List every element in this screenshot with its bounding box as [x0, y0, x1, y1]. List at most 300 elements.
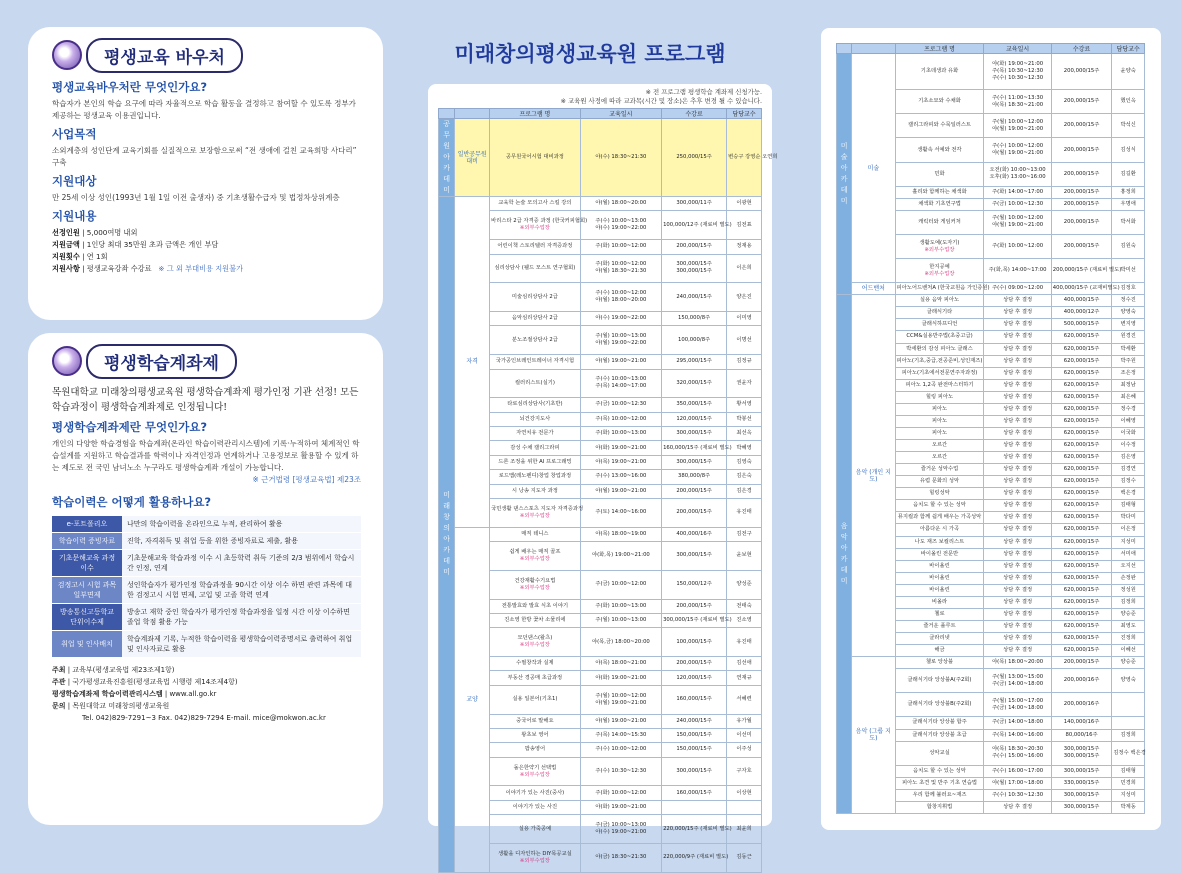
- schedule: 주(화) 10:00~12:00: [580, 786, 661, 800]
- instructor: 김태형: [1112, 500, 1145, 512]
- header-cell: 담당교수: [727, 109, 762, 119]
- account-question: 평생학습계좌제란 무엇인가요?: [52, 420, 208, 434]
- program-name: 생활을 디자인하는 DIY목공교실 ※외부수업장: [490, 843, 581, 872]
- schedule: 상담 후 결정: [984, 379, 1051, 391]
- schedule: 상담 후 결정: [984, 403, 1051, 415]
- header-cell: 교육일시: [580, 109, 661, 119]
- table-row: [439, 527, 762, 541]
- program-name: 실용 일본어(기초1): [490, 685, 581, 714]
- program-name: 힐링성악: [895, 488, 984, 500]
- program-name: 감성 수채 캘리그라피: [490, 441, 581, 455]
- instructor: 구자호: [727, 757, 762, 786]
- usage-table: [52, 516, 361, 658]
- fee: 620,000/15주: [1051, 536, 1112, 548]
- program-name: 즐거운 플루트: [895, 620, 984, 632]
- program-name: CCM&실용반주법(초중고급): [895, 331, 984, 343]
- schedule: 주(수) 10:30~12:30: [580, 757, 661, 786]
- schedule: 상담 후 결정: [984, 440, 1051, 452]
- instructor: 홍정희: [1112, 186, 1145, 198]
- fee: 380,000/8주: [662, 470, 727, 484]
- instructor: 진정희: [1112, 633, 1145, 645]
- schedule: 상담 후 결정: [984, 584, 1051, 596]
- fee: 200,000/15주: [1051, 198, 1112, 210]
- instructor: 변승구 강영순 오연희: [727, 119, 762, 197]
- instructor: 김정호: [1112, 283, 1145, 295]
- instructor: 이혜선: [1112, 645, 1145, 657]
- program-name: 우리 함께 불러요~재즈: [895, 789, 984, 801]
- program-name: 돌은한약기 선택법 ※외부수업장: [490, 757, 581, 786]
- fee: 620,000/15주: [1051, 331, 1112, 343]
- program-table-right: [821, 28, 1161, 830]
- schedule: 상담 후 결정: [984, 560, 1051, 572]
- fee: 320,000/15주: [662, 369, 727, 398]
- fee: 300,000/15주: [1051, 789, 1112, 801]
- fee: 620,000/15주: [1051, 500, 1112, 512]
- fee: 220,000/9주 (재료비 별도): [662, 843, 727, 872]
- instructor: 연재규: [727, 671, 762, 685]
- fee: 300,000/15주: [662, 542, 727, 571]
- program-name: 드론 조정을 위한 AI 프로그래밍: [490, 455, 581, 469]
- program-name: 클래식기타 앙상블 초급: [895, 729, 984, 741]
- fee: 300,000/15주: [662, 427, 727, 441]
- schedule: 주(월) 10:00~13:00: [580, 613, 661, 627]
- account-basis: ※ 근거법령 [평생교육법] 제23조: [252, 475, 361, 484]
- fee: 300,000/11주: [662, 197, 727, 211]
- fee: 620,000/15주: [1051, 608, 1112, 620]
- header-cell: 프로그램 명: [490, 109, 581, 119]
- instructor: 김원숙: [1112, 234, 1145, 258]
- fee: 620,000/15주: [1051, 548, 1112, 560]
- fee: 620,000/15주: [1051, 379, 1112, 391]
- program-name: 기초소묘와 수채화: [895, 90, 984, 114]
- instructor: 김은영: [1112, 452, 1145, 464]
- instructor: 유가월: [727, 714, 762, 728]
- fee: 200,000/15주: [1051, 54, 1112, 90]
- program-name: 피아노 1,2곡 완전마스터하기: [895, 379, 984, 391]
- program-name: 어린이책 스토리텔러 자격증과정: [490, 240, 581, 254]
- schedule: 상담 후 결정: [984, 427, 1051, 439]
- support-item: 선정인원 | 5,000여명 내외: [52, 228, 138, 237]
- program-name: 클래식기타 앙상블 합주: [895, 717, 984, 729]
- instructor: 이미영: [727, 312, 762, 326]
- fee: 620,000/15주: [1051, 476, 1112, 488]
- voucher-question: 평생교육바우처란 무엇인가요?: [52, 80, 208, 94]
- schedule: 상담 후 결정: [984, 801, 1051, 813]
- instructor: [727, 800, 762, 814]
- schedule: 상담 후 결정: [984, 512, 1051, 524]
- program-name: 바이올린: [895, 572, 984, 584]
- program-name: 국가공인브레인트레이너 자격시험: [490, 355, 581, 369]
- program-name: 첼로: [895, 608, 984, 620]
- program-name: 민화: [895, 162, 984, 186]
- voucher-panel: [28, 27, 383, 320]
- schedule: 야(화) 19:00~21:00: [580, 671, 661, 685]
- fee: 200,000/16주: [1051, 669, 1112, 693]
- instructor: 양은진: [727, 283, 762, 312]
- program-name: 흘리와 함께하는 채색화: [895, 186, 984, 198]
- schedule: 야(금) 18:30~21:30: [580, 843, 661, 872]
- schedule: 주(화) 10:00~12:00 야(월) 18:30~21:30: [580, 254, 661, 283]
- program-name: 타로심리상담사(기초반): [490, 398, 581, 412]
- program-name: 나도 재즈 보컬리스트: [895, 536, 984, 548]
- schedule: 야(수) 18:30~21:30: [580, 119, 661, 197]
- program-name: 모던댄스(왈츠) ※외부수업장: [490, 628, 581, 657]
- schedule: 주(금) 14:00~18:00: [984, 717, 1051, 729]
- program-name: 캘리그라피와 수묵일러스트: [895, 114, 984, 138]
- program-name: 성악교실: [895, 741, 984, 765]
- voucher-title: 평생교육 바우처: [86, 38, 243, 73]
- schedule: 주(금) 10:00~12:30: [984, 198, 1051, 210]
- fee: 150,000/8주: [662, 312, 727, 326]
- program-name: 이야기가 있는 사진: [490, 800, 581, 814]
- fee: 200,000/15주 (재료비 별도): [1051, 259, 1112, 283]
- instructor: 양영숙: [1112, 669, 1145, 693]
- schedule: 상담 후 결정: [984, 391, 1051, 403]
- instructor: 김성식: [1112, 138, 1145, 162]
- schedule: 야(월) 17:00~18:00: [984, 777, 1051, 789]
- fee: 160,000/15주 (재료비 별도): [662, 441, 727, 455]
- program-name: 비올라: [895, 596, 984, 608]
- instructor: 이수정: [1112, 440, 1145, 452]
- instructor: 지성미: [1112, 536, 1145, 548]
- voucher-description: 학습자가 본인의 학습 요구에 따라 자율적으로 학습 활동을 결정하고 참여할 수 있도록 정부가 제공하는 평생교육 이용권입니다.: [52, 99, 356, 120]
- program-name: 뇌건강지도사: [490, 412, 581, 426]
- instructor: 이상현: [727, 786, 762, 800]
- schedule: 야(월) 19:00~21:00: [580, 484, 661, 498]
- program-name: 바이올린 전문반: [895, 548, 984, 560]
- fee: 500,000/15주: [1051, 319, 1112, 331]
- schedule: 상담 후 결정: [984, 572, 1051, 584]
- schedule: 야(화) 19:00~21:00: [580, 800, 661, 814]
- program-name: 수필창작과 실제: [490, 657, 581, 671]
- fee: 620,000/15주: [1051, 440, 1112, 452]
- program-title: 미래창의평생교육원 프로그램: [454, 42, 726, 66]
- fee: 250,000/15주: [662, 119, 727, 197]
- content-heading: 지원내용: [52, 209, 97, 223]
- fee: 200,000/16주: [1051, 693, 1112, 717]
- support-item: 지원횟수 | 연 1회: [52, 252, 108, 261]
- fee: 100,000/12주 (재료비 별도): [662, 211, 727, 240]
- instructor: 박세환: [1112, 343, 1145, 355]
- fee: 200,000/15주: [662, 599, 727, 613]
- program-name: 한지공예 ※외부수업장: [895, 259, 984, 283]
- fee: 300,000/15주: [1051, 765, 1112, 777]
- fee: 200,000/15주: [1051, 162, 1112, 186]
- fee: 400,000/16주: [662, 527, 727, 541]
- schedule: 야(목) 18:30~20:30 주(수) 15:00~16:00: [984, 741, 1051, 765]
- fee: 400,000/15주: [1051, 295, 1112, 307]
- program-name: 자연치유 전문가: [490, 427, 581, 441]
- fee: 300,000/15주: [1051, 801, 1112, 813]
- instructor: 양승준: [1112, 608, 1145, 620]
- program-name: 생활도예(도자기) ※외부수업장: [895, 234, 984, 258]
- usage-row: 기초문해교육 과정이수 기초문해교육 학습과정 이수 시 초등학력 취득 기준의 2/3 범위에서 학습시간 인정, 연계: [52, 550, 361, 577]
- purpose-text: 소외계층의 성인단계 교육기회를 실질적으로 보장함으로써 “전 생애에 걸친 교육희망 사다리” 구축: [52, 146, 357, 167]
- instructor: 이광현: [727, 197, 762, 211]
- schedule: 주(월) 15:00~17:00 주(금) 14:00~18:00: [984, 693, 1051, 717]
- usage-row: 취업 및 인사배치 학습계좌제 기록, 누적한 학습이력을 평생학습이력증명서로 출력하여 취업 및 인사자료로 활용: [52, 631, 361, 658]
- instructor: 정수경: [1112, 403, 1145, 415]
- instructor: [1112, 693, 1145, 717]
- target-heading: 지원대상: [52, 174, 97, 188]
- schedule: 상담 후 결정: [984, 355, 1051, 367]
- group-name: 미래창의아카데미: [439, 197, 455, 873]
- instructor: [1112, 717, 1145, 729]
- instructor: 양성준: [727, 570, 762, 599]
- schedule: 주(화) 14:00~17:00: [984, 186, 1051, 198]
- program-name: 오르간: [895, 452, 984, 464]
- schedule: 주(수) 10:00~12:00 야(월) 19:00~21:00: [984, 138, 1051, 162]
- schedule: 상담 후 결정: [984, 633, 1051, 645]
- program-table: [438, 108, 778, 873]
- program-name: 심리상담사 (웰드 모스트 연구협회): [490, 254, 581, 283]
- table-row: [837, 657, 1145, 669]
- instructor: 김길환: [1112, 162, 1145, 186]
- fee: 80,000/16주: [1051, 729, 1112, 741]
- subgroup-name: 교양: [455, 527, 490, 872]
- table-row: [439, 197, 762, 211]
- fee: 300,000/15주: [662, 455, 727, 469]
- fee: 150,000/15주: [662, 743, 727, 757]
- program-name: 음악심리상담사 2급: [490, 312, 581, 326]
- fee: 620,000/15주: [1051, 645, 1112, 657]
- fee: 620,000/15주: [1051, 391, 1112, 403]
- schedule: 주(월) 13:00~15:00 주(금) 14:00~18:00: [984, 669, 1051, 693]
- fee: [662, 800, 727, 814]
- voucher-header: [52, 39, 361, 71]
- header-cell: 수강료: [662, 109, 727, 119]
- fee: 100,000/8주: [662, 326, 727, 355]
- program-name: 시 낭송 지도자 과정: [490, 484, 581, 498]
- instructor: 황서영: [727, 398, 762, 412]
- fee: 200,000/15주: [1051, 210, 1112, 234]
- program-name: 피아노(기초에서전문연주자과정): [895, 367, 984, 379]
- fee: 150,000/15주: [662, 728, 727, 742]
- schedule: 야(화) 19:00~21:00 주(목) 10:30~12:30 주(수) 10:30~12:30: [984, 54, 1051, 90]
- fee: 620,000/15주: [1051, 343, 1112, 355]
- contact-info: Tel. 042)829-7291~3 Fax. 042)829-7294 E-mail. mice@mokwon.ac.kr: [82, 714, 326, 722]
- fee: 240,000/15주: [662, 714, 727, 728]
- program-name: 컬러리스트(실기): [490, 369, 581, 398]
- schedule: 야(월) 19:00~21:00: [580, 355, 661, 369]
- program-name: 피아노: [895, 403, 984, 415]
- usage-row: 학습이력 증빙자료 진학, 자격취득 및 취업 등을 위한 증빙자료로 제출, 활용: [52, 533, 361, 550]
- schedule: 상담 후 결정: [984, 367, 1051, 379]
- fee: 620,000/15주: [1051, 633, 1112, 645]
- schedule: 주(수) 10:00~12:00 야(월) 18:00~20:00: [580, 283, 661, 312]
- instructor: 김전구: [727, 527, 762, 541]
- program-name: 피아노 초견 및 반주 기초 연습법: [895, 777, 984, 789]
- fee: 330,000/15주: [1051, 777, 1112, 789]
- program-name: 이야기가 있는 사진(중사): [490, 786, 581, 800]
- instructor: 김선애: [727, 657, 762, 671]
- table-row: [439, 119, 762, 197]
- instructor: 정수진: [1112, 295, 1145, 307]
- schedule: 주(화) 10:00~13:00: [580, 599, 661, 613]
- instructor: 민경희: [1112, 777, 1145, 789]
- instructor: 최선옥: [727, 427, 762, 441]
- instructor: 했인옥: [1112, 90, 1145, 114]
- fee: 620,000/15주: [1051, 512, 1112, 524]
- target-text: 만 25세 이상 성인(1993년 1월 1일 이전 출생자) 중 기초생활수급자 및 법정차상위계층: [52, 193, 340, 202]
- fee: 150,000/12주: [662, 570, 727, 599]
- schedule: 주(목) 14:00~16:00: [984, 729, 1051, 741]
- instructor: 오지선: [1112, 560, 1145, 572]
- fee: 200,000/15주: [662, 657, 727, 671]
- fee: 620,000/15주: [1051, 452, 1112, 464]
- instructor: 유진태: [727, 628, 762, 657]
- fee: 300,000/15주: [662, 757, 727, 786]
- instructor: 박석신: [1112, 114, 1145, 138]
- instructor: 김태형: [1112, 765, 1145, 777]
- program-name: 실용 음악 피아노: [895, 295, 984, 307]
- instructor: 이은희: [727, 254, 762, 283]
- fee: 160,000/15주: [662, 786, 727, 800]
- instructor: 김정수: [1112, 476, 1145, 488]
- program-name: 유럽 문화의 성악: [895, 476, 984, 488]
- subgroup-name: 음악 (그룹 지도): [852, 657, 895, 814]
- schedule: 주(수) 10:00~13:00 주(목) 14:00~17:00: [580, 369, 661, 398]
- fee: 295,000/15주: [662, 355, 727, 369]
- instructor: 윤보현: [727, 542, 762, 571]
- fee: 200,000/15주: [662, 484, 727, 498]
- fee: 140,000/16주: [1051, 717, 1112, 729]
- instructor: 박계동: [1112, 801, 1145, 813]
- fee: 620,000/15주: [1051, 427, 1112, 439]
- header-cell: 교육일시: [984, 44, 1051, 54]
- program-name: 쉽게 배우는 매직 골프 ※외부수업장: [490, 542, 581, 571]
- program-name: 힐링 피아노: [895, 391, 984, 403]
- schedule: 야(화) 19:00~21:00: [580, 441, 661, 455]
- fee: 100,000/15주: [662, 628, 727, 657]
- header-cell: [837, 44, 852, 54]
- instructor: 서미애: [1112, 548, 1145, 560]
- program-name: 합창지휘법: [895, 801, 984, 813]
- schedule: 주(월) 10:00~13:00 야(월) 19:00~22:00: [580, 326, 661, 355]
- schedule: 주(화) 10:00~12:00: [984, 234, 1051, 258]
- program-name: 바이올린: [895, 560, 984, 572]
- header-cell: [455, 109, 490, 119]
- fee: 620,000/15주: [1051, 560, 1112, 572]
- instructor: 김동근: [727, 843, 762, 872]
- program-name: 바리스타 2급 자격증 과정 (한국커피협회) ※외부수업장: [490, 211, 581, 240]
- schedule: 상담 후 결정: [984, 548, 1051, 560]
- header-row: [837, 44, 1145, 54]
- program-name: 팝송영어: [490, 743, 581, 757]
- subgroup-name: 미술: [852, 54, 895, 283]
- schedule: 야(월) 19:00~21:00: [580, 714, 661, 728]
- program-name: 오르간: [895, 440, 984, 452]
- schedule: 상담 후 결정: [984, 645, 1051, 657]
- fee: 220,000/15주 (재료비 별도): [662, 815, 727, 844]
- program-name: 클라리넷: [895, 633, 984, 645]
- fee: 120,000/15주: [662, 412, 727, 426]
- header-cell: [852, 44, 895, 54]
- program-name: 전통발효와 발효 식초 이야기: [490, 599, 581, 613]
- account-intro: 목원대학교 미래창의평생교육원 평생학습계좌제 평가인정 기관 선정! 모든 학습과정이 평생학습계좌제로 인정됩니다!: [52, 387, 359, 413]
- instructor: 김정규: [727, 355, 762, 369]
- support-item: 지원금액 | 1인당 최대 35만원 초과 금액은 개인 부담: [52, 240, 219, 249]
- account-description: 개인의 다양한 학습경험을 학습계좌(온라인 학습이력관리시스템)에 기록·누적하여 체계적인 학습설계를 지원하고 학습결과를 학력이나 자격인정과 연계하거나 고용정보로 활용할 수 있게 하는 제도로 전 국민 남녀노소 누구라도 평생학습계좌 개설이 가능합니다.: [52, 439, 360, 472]
- program-name: 클래식하프디언: [895, 319, 984, 331]
- program-name: 공무원국어시험 대비과정: [490, 119, 581, 197]
- instructor: 이혜영: [1112, 415, 1145, 427]
- instructor: 서혜련: [727, 685, 762, 714]
- instructor: 최윤희: [727, 815, 762, 844]
- purpose-heading: 사업목적: [52, 127, 97, 141]
- schedule: 상담 후 결정: [984, 295, 1051, 307]
- instructor: 정성원: [1112, 584, 1145, 596]
- program-name: 교육학 논술 모의고사 스킬 강의: [490, 197, 581, 211]
- schedule: 야(목) 19:00~21:00: [580, 455, 661, 469]
- schedule: 주(수) 09:00~12:00: [984, 283, 1051, 295]
- schedule: 주(토) 14:00~16:00: [580, 498, 661, 527]
- purple-bullet-icon: [52, 40, 82, 70]
- fee: 620,000/15주: [1051, 403, 1112, 415]
- program-name: 바이올린: [895, 584, 984, 596]
- usage-row: 방송통신고등학교 단위이수제 방송고 재학 중인 학습자가 평가인정 학습과정을 일정 시간 이상 이수하면 졸업 학점 활용 가능: [52, 604, 361, 631]
- program-name: 즐거운 성악수업: [895, 464, 984, 476]
- fee: 200,000/15주: [1051, 114, 1112, 138]
- usage-row: e-포트폴리오 나만의 학습이력을 온라인으로 누적, 관리하여 활용: [52, 516, 361, 533]
- instructor: 이국화: [1112, 427, 1145, 439]
- schedule: 상담 후 결정: [984, 343, 1051, 355]
- fee: 160,000/15주: [662, 685, 727, 714]
- instructor: 변지영: [1112, 319, 1145, 331]
- schedule: 주(화,목) 14:00~17:00: [984, 259, 1051, 283]
- schedule: 주(수) 10:30~12:30: [984, 789, 1051, 801]
- group-name: 공무원아카데미: [439, 119, 455, 197]
- program-name: 피아노(기초,중급,전공준비,성인재즈): [895, 355, 984, 367]
- program-name: 실용 가죽공예: [490, 815, 581, 844]
- schedule: 상담 후 결정: [984, 596, 1051, 608]
- instructor: 김전표: [727, 211, 762, 240]
- fee: 620,000/15주: [1051, 524, 1112, 536]
- program-notes: ※ 전 프로그램 평생학습 계좌제 신청가능. ※ 교육원 사정에 따라 교과목(시간 및 장소)은 추후 변경 될 수 있습니다.: [560, 88, 762, 105]
- header-cell: 담당교수: [1112, 44, 1145, 54]
- fee: 300,000/15주 (재료비 별도): [662, 613, 727, 627]
- fee: 200,000/15주: [1051, 138, 1112, 162]
- schedule: 오전(화) 10:00~13:00 오후(화) 13:00~16:00: [984, 162, 1051, 186]
- fee: 620,000/15주: [1051, 572, 1112, 584]
- program-name: 아름다운 시 가곡: [895, 524, 984, 536]
- schedule: 야(목) 18:00~21:00: [580, 657, 661, 671]
- instructor: 이은정: [1112, 524, 1145, 536]
- program-name: 뮤지컬과 함께 쉽게 배우는 가곡성악: [895, 512, 984, 524]
- program-name: 피아노: [895, 415, 984, 427]
- subgroup-name: 어드밴처: [852, 283, 895, 295]
- program-name: 부동산 경공매 초급과정: [490, 671, 581, 685]
- schedule: 상담 후 결정: [984, 415, 1051, 427]
- instructor: 윤양숙: [1112, 54, 1145, 90]
- program-name: 클래식기타 앙상블B(주2회): [895, 693, 984, 717]
- program-name: 채색화 기초연구법: [895, 198, 984, 210]
- instructor: 백은경: [1112, 488, 1145, 500]
- subgroup-name: 자격: [455, 197, 490, 528]
- header-cell: 프로그램 명: [895, 44, 984, 54]
- program-name: 클래식기타 앙상블A(주2회): [895, 669, 984, 693]
- schedule: 주(수) 16:00~17:00: [984, 765, 1051, 777]
- instructor: 진소영: [727, 613, 762, 627]
- instructor: 박미선: [1112, 259, 1145, 283]
- header-cell: [439, 109, 455, 119]
- schedule: 주(월) 10:00~12:00 야(월) 19:00~21:00: [984, 210, 1051, 234]
- fee: 620,000/15주: [1051, 488, 1112, 500]
- program-name: 해금: [895, 645, 984, 657]
- instructor: 박봉선: [727, 412, 762, 426]
- schedule: 상담 후 결정: [984, 608, 1051, 620]
- instructor: 조은정: [1112, 367, 1145, 379]
